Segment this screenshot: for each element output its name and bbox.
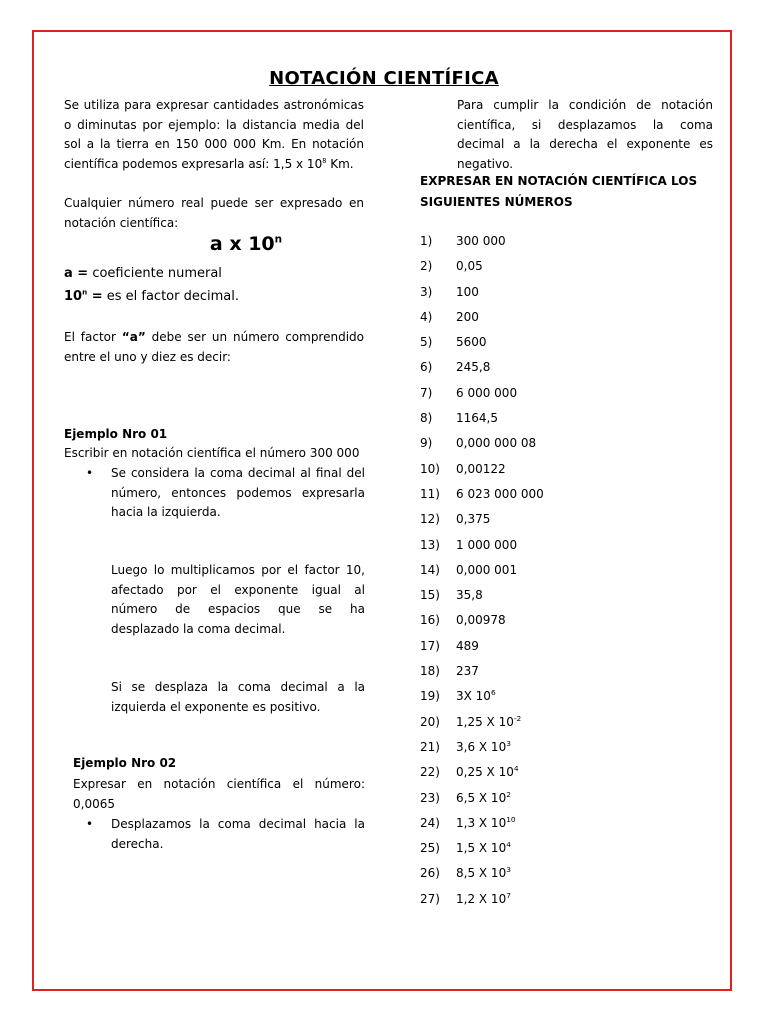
page-title: NOTACIÓN CIENTÍFICA xyxy=(269,68,499,89)
exercise-exponent: -2 xyxy=(513,713,522,723)
exercise-value: 489 xyxy=(456,638,479,653)
exercise-number: 27) xyxy=(420,891,440,906)
definition-a: a = coeficiente numeral xyxy=(64,266,222,281)
exercise-item xyxy=(420,458,720,483)
exercise-item xyxy=(420,660,720,685)
exercise-value: 245,8 xyxy=(456,360,491,375)
exercise-item xyxy=(420,331,720,356)
example1-paragraph-3: Si se desplaza la coma decimal a la izquierda el exponente es positivo. xyxy=(111,680,365,714)
example1-heading: Ejemplo Nro 01 xyxy=(64,427,168,441)
exercise-item xyxy=(420,559,720,584)
exercise-exponent: 10 xyxy=(506,814,516,824)
exercise-value: 237 xyxy=(456,664,479,679)
exercise-number: 16) xyxy=(420,613,440,628)
exercise-value: 0,000 000 08 xyxy=(456,436,537,451)
exercise-item xyxy=(420,281,720,306)
exercise-value: 0,375 xyxy=(456,512,491,527)
exercise-item xyxy=(420,306,720,331)
exercise-item xyxy=(420,812,720,837)
exercise-number: 1) xyxy=(420,234,433,248)
exercise-value: 1,2 X $10^7$ xyxy=(456,890,511,906)
exercise-item xyxy=(420,432,720,457)
exercise-exponent: 4 xyxy=(513,764,519,774)
exercise-item xyxy=(420,761,720,786)
exercise-number: 12) xyxy=(420,512,440,527)
definition-10n: $10^n$ = es el factor decimal. xyxy=(64,287,239,304)
example1-paragraph-2: Luego lo multiplicamos por el factor 10, afectado por el exponente igual al número de espacios que se ha desplazado la coma decimal. xyxy=(111,563,365,636)
exercise-value: 1164,5 xyxy=(456,411,498,426)
exercise-value: 1,3 X $10^{10}$ xyxy=(456,814,516,830)
exercise-number: 10) xyxy=(420,461,440,476)
exercise-item xyxy=(420,685,720,710)
exercise-exponent: 3 xyxy=(506,738,511,748)
exercise-number: 23) xyxy=(420,790,440,805)
exercise-item xyxy=(420,356,720,381)
example1-intro: Escribir en notación científica el número 300 000 xyxy=(64,446,360,460)
any-real-paragraph: Cualquier número real puede ser expresado en notación científica: xyxy=(64,196,364,230)
exercise-item xyxy=(420,230,720,255)
exercise-number: 13) xyxy=(420,537,440,552)
exercise-number: 2) xyxy=(420,259,433,274)
example2-bullet: Desplazamos la coma decimal hacia la derecha. xyxy=(111,817,365,851)
exercise-value: 0,25 X $10^4$ xyxy=(456,764,519,780)
condition-paragraph: Para cumplir la condición de notación científica, si desplazamos la coma decimal a la derecha el exponente es negativo. xyxy=(457,98,713,171)
exercise-number: 26) xyxy=(420,866,440,881)
exercise-number: 22) xyxy=(420,765,440,780)
exercise-value: 3,6 X $10^3$ xyxy=(456,738,511,754)
exercise-number: 7) xyxy=(420,385,433,400)
exercise-value: 6 000 000 xyxy=(456,385,518,400)
exercise-number: 11) xyxy=(420,486,440,501)
exercise-number: 3) xyxy=(420,284,433,299)
exercise-number: 18) xyxy=(420,664,440,679)
exercise-number: 15) xyxy=(420,588,440,603)
example2-intro: Expresar en notación científica el número: 0,0065 xyxy=(73,777,365,811)
exercise-item xyxy=(420,711,720,736)
exercise-list xyxy=(420,230,720,913)
exercise-item xyxy=(420,483,720,508)
exercise-item xyxy=(420,888,720,913)
exercise-exponent: 2 xyxy=(506,789,511,799)
exercise-item xyxy=(420,635,720,660)
exercise-value: 1,25 X $10^{-2}$ xyxy=(456,713,522,729)
exercise-value: 0,00122 xyxy=(456,461,506,476)
exercise-number: 6) xyxy=(420,360,433,375)
exercise-item xyxy=(420,736,720,761)
exercise-value: 0,000 001 xyxy=(456,562,518,577)
exercise-item xyxy=(420,609,720,634)
exercise-item xyxy=(420,382,720,407)
exercise-number: 20) xyxy=(420,714,440,729)
exercise-number: 9) xyxy=(420,436,433,451)
exercise-item xyxy=(420,534,720,559)
exercise-item xyxy=(420,862,720,887)
factor-paragraph: El factor “a” debe ser un número comprendido entre el uno y diez es decir: xyxy=(64,330,365,364)
exercise-value: 0,05 xyxy=(456,259,483,274)
exercise-exponent: 4 xyxy=(506,840,511,850)
exercise-value: 3X $10^6$ xyxy=(456,688,496,704)
exercise-number: 4) xyxy=(420,309,433,324)
example2-heading: Ejemplo Nro 02 xyxy=(73,756,177,770)
exercise-number: 5) xyxy=(420,335,433,350)
exercise-value: 1,5 X $10^4$ xyxy=(456,840,511,856)
formula: a x 10$^n$ xyxy=(209,233,283,255)
exercise-number: 14) xyxy=(420,562,440,577)
exercise-number: 17) xyxy=(420,638,440,653)
exercise-exponent: 7 xyxy=(506,890,511,900)
exercise-item xyxy=(420,407,720,432)
intro-paragraph: Se utiliza para expresar cantidades astronómicas o diminutas por ejemplo: la distancia media del sol a la tierra en 150 000 000 Km. En notación científica podemos expresarla así: 1,5 x $10^8$ Km. xyxy=(64,98,364,171)
exercise-value: 0,00978 xyxy=(456,613,506,628)
exercise-number: 24) xyxy=(420,815,440,830)
exercise-value: 1 000 000 xyxy=(456,537,518,552)
exercise-value: 35,8 xyxy=(456,588,483,603)
exercise-value: 100 xyxy=(456,284,479,299)
bullet-icon: • xyxy=(86,466,94,480)
exercise-heading: EXPRESAR EN NOTACIÓN CIENTÍFICA LOS SIGUIENTES NÚMEROS xyxy=(420,174,698,209)
exercise-number: 25) xyxy=(420,841,440,856)
exercise-value: 6,5 X $10^2$ xyxy=(456,789,511,805)
example1-bullet: Se considera la coma decimal al final del número, entonces podemos expresarla hacia la izquierda. xyxy=(111,466,365,519)
exercise-number: 21) xyxy=(420,739,440,754)
exercise-item xyxy=(420,508,720,533)
exercise-item xyxy=(420,255,720,280)
exercise-item xyxy=(420,584,720,609)
exercise-exponent: 6 xyxy=(490,688,496,698)
exercise-number: 8) xyxy=(420,411,433,426)
exercise-value: 8,5 X $10^3$ xyxy=(456,865,511,881)
exercise-value: 300 000 xyxy=(456,234,506,248)
exercise-value: 6 023 000 000 xyxy=(456,486,544,501)
exercise-item xyxy=(420,837,720,862)
bullet-icon: • xyxy=(86,817,94,831)
exercise-value: 200 xyxy=(456,309,479,324)
exercise-item xyxy=(420,787,720,812)
exercise-value: 5600 xyxy=(456,335,487,350)
exercise-exponent: 3 xyxy=(506,865,511,875)
exercise-number: 19) xyxy=(420,689,440,704)
